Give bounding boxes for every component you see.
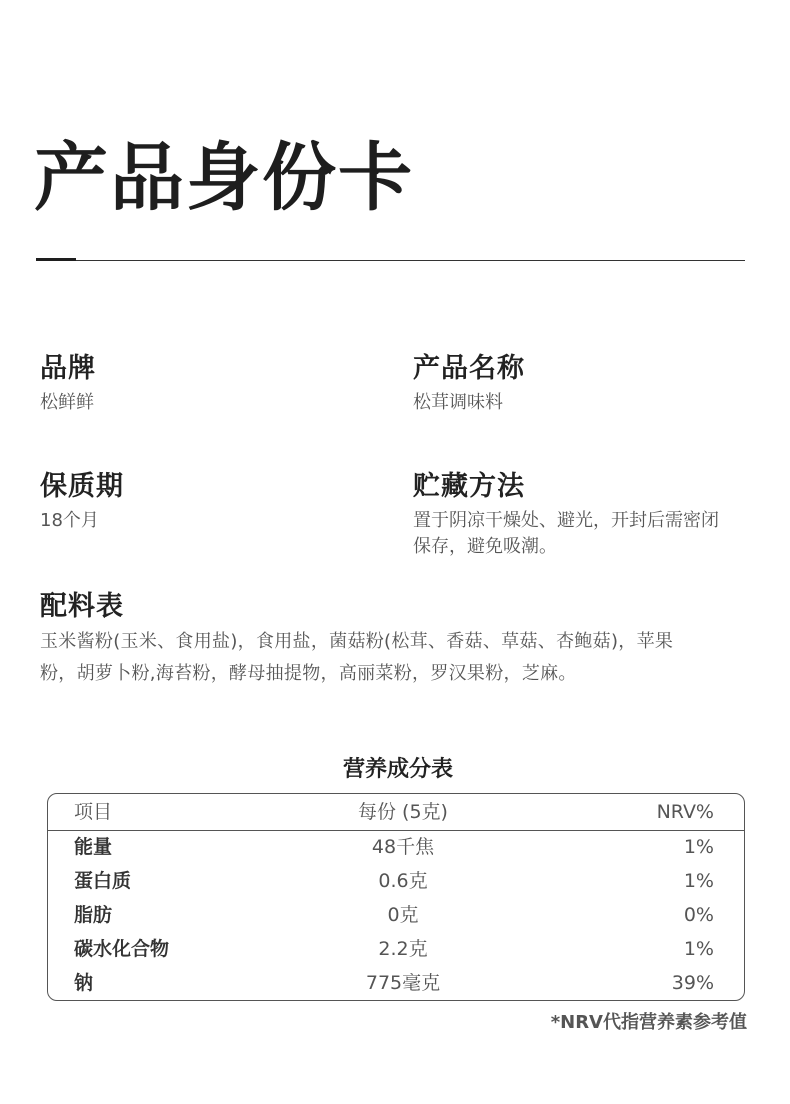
column-header-nrv: NRV% (656, 801, 714, 823)
title-divider (36, 260, 745, 261)
ingredients-label: 配料表 (40, 591, 124, 622)
row-item: 能量 (74, 836, 113, 858)
row-per-serving: 0克 (387, 904, 419, 926)
brand-field (40, 352, 96, 416)
brand-value: 松鲜鲜 (40, 392, 94, 413)
product-name-label: 产品名称 (413, 353, 525, 384)
row-per-serving: 775毫克 (365, 972, 441, 994)
nutrition-header-row (48, 795, 744, 829)
column-header-item: 项目 (74, 801, 113, 823)
table-row (48, 830, 744, 864)
row-item: 脂肪 (74, 904, 113, 926)
table-row (48, 932, 744, 966)
row-per-serving: 0.6克 (378, 870, 428, 892)
row-item: 蛋白质 (74, 870, 132, 892)
storage-label: 贮藏方法 (413, 471, 525, 502)
row-nrv: 1% (683, 870, 714, 892)
storage-value-line1: 置于阴凉干燥处、避光，开封后需密闭 (413, 510, 719, 531)
brand-label: 品牌 (40, 353, 96, 384)
row-per-serving: 2.2克 (378, 938, 428, 960)
column-header-per-serving: 每份 (5克) (358, 801, 448, 823)
row-item: 钠 (74, 972, 94, 994)
shelf-life-field (40, 470, 124, 534)
row-nrv: 1% (683, 938, 714, 960)
row-nrv: 39% (671, 972, 714, 994)
page-title: 产品身份卡 (34, 135, 414, 221)
storage-field (413, 470, 719, 560)
shelf-life-label: 保质期 (40, 471, 124, 502)
ingredients-value-line2: 粉，胡萝卜粉,海苔粉，酵母抽提物，高丽菜粉，罗汉果粉，芝麻。 (40, 663, 577, 684)
table-row (48, 898, 744, 932)
table-row (48, 864, 744, 898)
product-name-value: 松茸调味料 (413, 392, 503, 413)
row-item: 碳水化合物 (74, 938, 170, 960)
row-nrv: 0% (683, 904, 714, 926)
nutrition-table (47, 793, 745, 1001)
nutrition-table-title: 营养成分表 (342, 757, 453, 782)
table-row (48, 966, 744, 1000)
ingredients-field (40, 590, 752, 690)
product-name-field (413, 352, 525, 416)
row-per-serving: 48千焦 (371, 836, 435, 858)
row-nrv: 1% (683, 836, 714, 858)
nrv-footnote: *NRV代指营养素参考值 (550, 1012, 747, 1033)
shelf-life-value: 18个月 (40, 510, 99, 531)
ingredients-value-line1: 玉米酱粉(玉米、食用盐)，食用盐，菌菇粉(松茸、香菇、草菇、杏鲍菇)，苹果 (40, 631, 674, 652)
title-divider-accent (36, 258, 76, 261)
storage-value-line2: 保存，避免吸潮。 (413, 536, 557, 557)
